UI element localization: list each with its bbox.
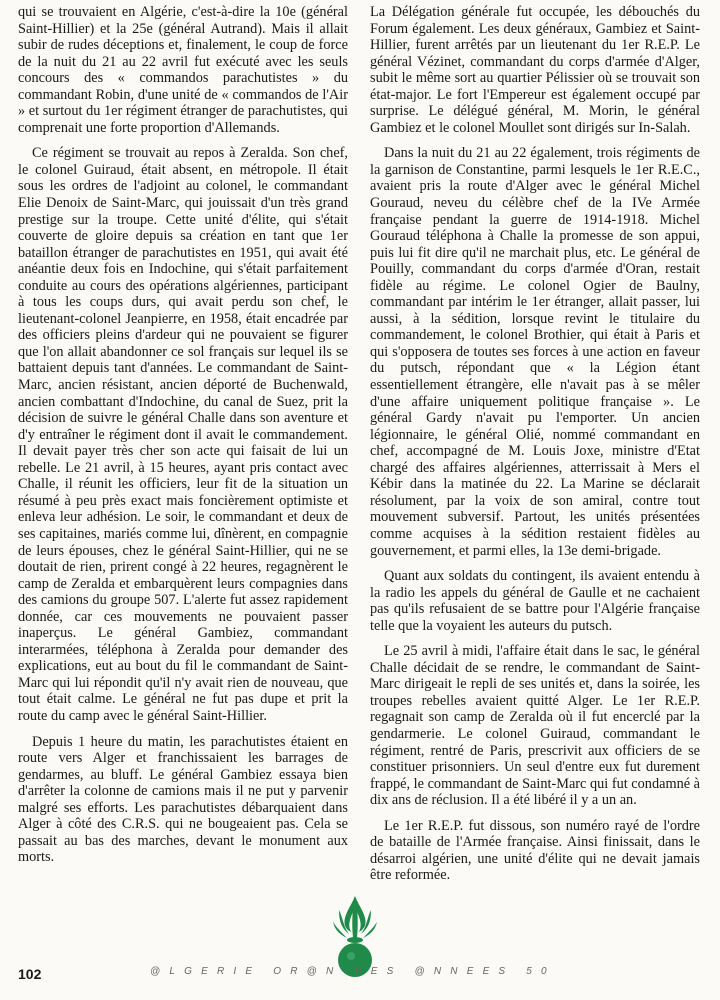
left-column [18, 4, 348, 875]
paragraph: Depuis 1 heure du matin, les parachutistes étaient en route vers Alger et franchissaient les barrages de gendarmes, au bluff. Le général Gambiez essaya bien d'arrêter la colonne de camions mais il ne put y parvenir malgré ses efforts. Les parachutistes débarquaient dans Alger à côté des C.R.S. qui ne bougeaient pas. Cela se passait au bas des marches, devant le monument aux morts. [18, 733, 348, 866]
right-column [370, 4, 700, 893]
paragraph: Quant aux soldats du contingent, ils avaient entendu à la radio les appels du général de Gaulle et ne cachaient pas qu'ils refusaient de se battre pour l'Algérie française telle que la voyaient les auteurs du putsch. [370, 568, 700, 634]
paragraph: La Délégation générale fut occupée, les débouchés du Forum également. Les deux généraux, Gambiez et Saint-Hillier, furent arrêtés par un lieutenant du 1er R.E.P. Le général Vézinet, commandant du corps d'armée d'Alger, subit le même sort au quartier Pélissier où se trouvait son état-major. Le fort l'Empereur est également occupé par surprise. Le délégué général, M. Morin, le général Gambiez et le colonel Moullet sont dirigés sur In-Salah. [370, 4, 700, 136]
paragraph: Le 25 avril à midi, l'affaire était dans le sac, le général Challe décidait de se rendre, le commandant de Saint-Marc dirigeait le repli de ses unités et, dans la soirée, les troupes rebelles avaient quitté Alger. Le 1er R.E.P. regagnait son camp de Zeralda où il fut encerclé par la gendarmerie. Le colonel Guiraud, commandant le régiment, rentré de Paris, prescrivit aux officiers de se constituer prisonniers. Un seul d'entre eux fut durement frappé, le commandant de Saint-Marc qui fut condamné à dix ans de réclusion. Il a été libéré il y a un an. [370, 643, 700, 809]
paragraph: Dans la nuit du 21 au 22 également, trois régiments de la garnison de Constantine, parmi lesquels le 1er R.E.C., avaient pris la route d'Alger avec le général Michel Gouraud, neveu du célèbre chef de la IVe Armée française pendant la guerre de 1914-1918. Michel Gouraud téléphona à Challe la promesse de son appui, puis lui fit dire qu'il ne marchait plus, etc. Le général de Pouilly, commandant du corps d'armée d'Oran, restait fidèle au régime. Le colonel Ogier de Baulny, commandant par intérim le 1er étranger, allait passer, lui aussi, à la sédition, lorsque revint le titulaire du commandement, le colonel Brothier, qui était à Paris et qui s'opposera de toutes ses forces à une action en faveur du putsch, répondant que « la Légion étant essentiellement étrangère, elle n'avait pas à se mêler d'une affaire uniquement politique française ». Le général Gardy n'avait pu l'emporter. Un ancien légionnaire, le général Olié, nommé commandant en chef, accompagné de M. Louis Joxe, ministre d'Etat chargé des affaires algériennes, atterrissait à Mers el Kébir dans la matinée du 22. La Marine se déclarait résolument, par la voix de son amiral, contre tout mouvement subversif. Partout, les unités présentées comme acquises à la sédition restaient fidèles au gouvernement, et parmi elles, la 13e demi-brigade. [370, 145, 700, 559]
paragraph: Le 1er R.E.P. fut dissous, son numéro rayé de l'ordre de bataille de l'Armée française. Ainsi finissait, dans le désarroi algérien, une unité d'élite qui ne devait jamais être reformée. [370, 817, 700, 884]
paragraph: Ce régiment se trouvait au repos à Zeralda. Son chef, le colonel Guiraud, était absent, en métropole. Il était sous les ordres de l'adjoint au colonel, le commandant Elie Denoix de Saint-Marc, qui jouissait d'un très grand prestige sur la troupe. Cette unité d'élite, qui s'était couverte de gloire depuis sa création en tant que 1er bataillon étranger de parachutistes en 1951, qui avait été anéantie deux fois en Indochine, qui s'était parfaitement conduite au cours des opérations algériennes, participant à tous les coups durs, qui avait perdu son chef, le lieutenant-colonel Jeanpierre, en 1958, était encadrée par des officiers pleins d'ardeur qui ne pouvaient se figurer que l'on allait abandonner ce sol français sur lequel ils se battaient depuis tant d'années. Le commandant de Saint-Marc, ancien résistant, ancien déporté de Buchenwald, ancien combattant d'Indochine, du canal de Suez, prit la décision de suivre le général Challe dans son aventure et d'y entraîner le régiment dont il avait le commandement. Il devait payer très cher son acte qui faisait de lui un rebelle. Le 21 avril, à 15 heures, ayant pris contact avec Challe, il réunit les officiers, leur fit de la situation un résumé à peu près exact mais foncièrement optimiste et enleva leur adhésion. Le soir, le commandant et deux de ses capitaines, mariés comme lui, dînèrent, en compagnie de leurs épouses, chez le général Saint-Hillier, qui ne se doutait de rien, prirent congé à 22 heures, regagnèrent le camp de Zeralda et embarquèrent leurs compagnies dans des camions du groupe 507. L'alerte fut assez rapidement donnée, car ces mouvements ne pouvaient passer inaperçus. Le général Gambiez, commandant interarmées, téléphona à Zeralda pour demander des explications, eut au bout du fil le commandant de Saint-Marc qui lui répondit qu'il n'y avait rien de nouveau, que tout était calme. Le général ne fut pas dupe et prit la route du camp avec le général Saint-Hillier. [18, 145, 348, 724]
page-number: 102 [18, 966, 42, 982]
paragraph: qui se trouvaient en Algérie, c'est-à-dire la 10e (général Saint-Hillier) et la 25e (général Autrand). Mais il allait subir de rudes déceptions et, finalement, le coup de force de la nuit du 21 au 22 avril fut exécuté avec les seuls concours des « commandos parachutistes » du commandant Robin, d'une unité de « commandos de l'Air » et surtout du 1er régiment étranger de parachutistes, qui comprenait une forte proportion d'Allemands. [18, 4, 348, 136]
footer-site-text: @LGERIE OR@N DES @NNEES 50 [150, 966, 556, 977]
